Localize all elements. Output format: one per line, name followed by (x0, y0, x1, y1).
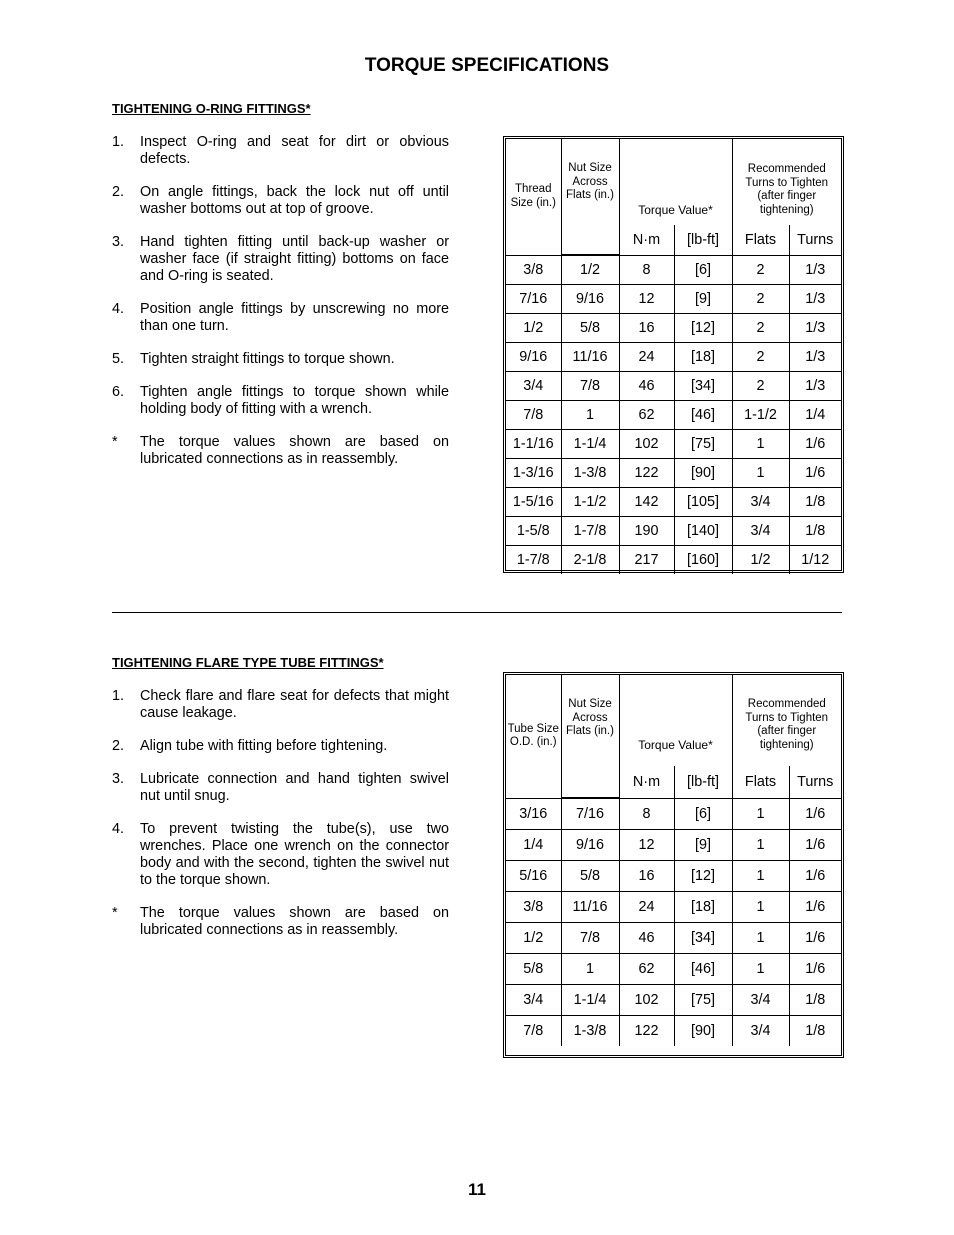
cell-size: 1/2 (506, 922, 561, 953)
cell-nm: 62 (619, 400, 674, 429)
cell-lbft: [34] (674, 922, 732, 953)
cell-turns: 1/3 (789, 284, 841, 313)
cell-lbft: [46] (674, 953, 732, 984)
cell-lbft: [6] (674, 798, 732, 829)
header-tube-size: Tube Size O.D. (in.) (506, 675, 561, 798)
table-row (506, 860, 841, 891)
cell-turns: 1/8 (789, 516, 841, 545)
cell-nm: 62 (619, 953, 674, 984)
table-row (506, 1015, 841, 1046)
table-row (506, 458, 841, 487)
cell-flats: 3/4 (732, 516, 789, 545)
cell-nm: 8 (619, 798, 674, 829)
header-recommended-turns: Recommended Turns to Tighten (after finger tightening) (732, 139, 841, 225)
flare-footnote (112, 905, 449, 939)
cell-lbft: [12] (674, 860, 732, 891)
table-row (506, 922, 841, 953)
header-flats: Flats (732, 766, 789, 798)
cell-size: 3/4 (506, 371, 561, 400)
cell-lbft: [160] (674, 545, 732, 574)
step-text: Align tube with fitting before tightening. (140, 738, 388, 754)
cell-flats: 1/2 (732, 545, 789, 574)
cell-lbft: [12] (674, 313, 732, 342)
cell-turns: 1/8 (789, 487, 841, 516)
cell-turns: 1/3 (789, 255, 841, 284)
cell-lbft: [9] (674, 284, 732, 313)
cell-turns: 1/3 (789, 313, 841, 342)
cell-nm: 12 (619, 829, 674, 860)
cell-lbft: [18] (674, 342, 732, 371)
step-text: Inspect O-ring and seat for dirt or obvious defects. (140, 134, 449, 167)
header-turns: Turns (789, 225, 841, 255)
step-number: 4. (112, 301, 125, 317)
cell-turns: 1/6 (789, 860, 841, 891)
cell-size: 3/4 (506, 984, 561, 1015)
oring-step (112, 351, 449, 368)
cell-nm: 217 (619, 545, 674, 574)
header-recommended-turns: Recommended Turns to Tighten (after finger tightening) (732, 675, 841, 766)
cell-turns: 1/3 (789, 342, 841, 371)
cell-nut-size: 2-1/8 (561, 545, 619, 574)
cell-turns: 1/6 (789, 458, 841, 487)
cell-nm: 24 (619, 342, 674, 371)
step-text: Check flare and flare seat for defects that might cause leakage. (140, 688, 449, 721)
step-text: To prevent twisting the tube(s), use two wrenches. Place one wrench on the connector body and with the second, tighten the swivel nut to the torque shown. (140, 821, 449, 888)
table-row (506, 255, 841, 284)
cell-size: 5/16 (506, 860, 561, 891)
cell-size: 3/16 (506, 798, 561, 829)
header-thread-size: Thread Size (in.) (506, 139, 561, 255)
cell-turns: 1/12 (789, 545, 841, 574)
table-row (506, 313, 841, 342)
cell-size: 5/8 (506, 953, 561, 984)
cell-nut-size: 7/16 (561, 798, 619, 829)
flare-steps (112, 688, 449, 939)
cell-size: 1-1/16 (506, 429, 561, 458)
cell-lbft: [6] (674, 255, 732, 284)
table-row (506, 371, 841, 400)
cell-nm: 102 (619, 984, 674, 1015)
cell-turns: 1/8 (789, 1015, 841, 1046)
cell-lbft: [34] (674, 371, 732, 400)
flare-torque-table (503, 672, 844, 1058)
cell-nut-size: 9/16 (561, 829, 619, 860)
cell-size: 1-5/8 (506, 516, 561, 545)
table-row (506, 829, 841, 860)
cell-flats: 2 (732, 313, 789, 342)
header-nut-size: Nut Size Across Flats (in.) (561, 139, 619, 255)
cell-nm: 12 (619, 284, 674, 313)
footnote-text: The torque values shown are based on lubricated connections as in reassembly. (140, 434, 449, 467)
table-row (506, 953, 841, 984)
cell-nut-size: 1-1/4 (561, 984, 619, 1015)
cell-nut-size: 1-3/8 (561, 458, 619, 487)
cell-nut-size: 5/8 (561, 313, 619, 342)
cell-nm: 46 (619, 371, 674, 400)
cell-turns: 1/6 (789, 798, 841, 829)
oring-step (112, 384, 449, 418)
step-text: Tighten straight fittings to torque shown. (140, 351, 395, 367)
cell-size: 3/8 (506, 891, 561, 922)
step-number: 2. (112, 738, 125, 754)
cell-flats: 1 (732, 458, 789, 487)
step-text: Position angle fittings by unscrewing no more than one turn. (140, 301, 449, 334)
oring-step (112, 301, 449, 335)
table-row (506, 798, 841, 829)
cell-lbft: [18] (674, 891, 732, 922)
cell-flats: 2 (732, 371, 789, 400)
cell-turns: 1/8 (789, 984, 841, 1015)
cell-nm: 24 (619, 891, 674, 922)
cell-size: 9/16 (506, 342, 561, 371)
cell-flats: 1-1/2 (732, 400, 789, 429)
cell-size: 3/8 (506, 255, 561, 284)
cell-size: 7/8 (506, 400, 561, 429)
cell-nut-size: 11/16 (561, 891, 619, 922)
cell-lbft: [90] (674, 458, 732, 487)
cell-size: 1-3/16 (506, 458, 561, 487)
cell-size: 7/8 (506, 1015, 561, 1046)
step-text: Tighten angle fittings to torque shown while holding body of fitting with a wrench. (140, 384, 449, 417)
cell-flats: 1 (732, 429, 789, 458)
step-number: 6. (112, 384, 125, 400)
cell-nut-size: 1 (561, 953, 619, 984)
cell-turns: 1/6 (789, 829, 841, 860)
oring-step (112, 234, 449, 285)
section-divider (112, 612, 842, 613)
table-row (506, 284, 841, 313)
header-flats: Flats (732, 225, 789, 255)
flare-step (112, 771, 449, 805)
table-row (506, 545, 841, 574)
cell-flats: 1 (732, 891, 789, 922)
step-number: 2. (112, 184, 125, 200)
table-row (506, 487, 841, 516)
cell-nm: 142 (619, 487, 674, 516)
cell-flats: 1 (732, 860, 789, 891)
cell-nut-size: 11/16 (561, 342, 619, 371)
cell-size: 1/4 (506, 829, 561, 860)
cell-lbft: [140] (674, 516, 732, 545)
cell-size: 7/16 (506, 284, 561, 313)
cell-lbft: [46] (674, 400, 732, 429)
step-number: 1. (112, 134, 125, 150)
cell-flats: 1 (732, 953, 789, 984)
cell-flats: 3/4 (732, 984, 789, 1015)
table-row (506, 429, 841, 458)
cell-size: 1-7/8 (506, 545, 561, 574)
cell-flats: 2 (732, 342, 789, 371)
table-row (506, 342, 841, 371)
step-text: On angle fittings, back the lock nut off until washer bottoms out at top of groove. (140, 184, 449, 217)
header-torque-value: Torque Value* (619, 139, 732, 225)
cell-flats: 2 (732, 255, 789, 284)
oring-torque-table (503, 136, 844, 573)
table-row (506, 984, 841, 1015)
cell-lbft: [75] (674, 429, 732, 458)
cell-nut-size: 1-7/8 (561, 516, 619, 545)
flare-heading: TIGHTENING FLARE TYPE TUBE FITTINGS* (112, 655, 384, 670)
cell-lbft: [90] (674, 1015, 732, 1046)
cell-turns: 1/6 (789, 891, 841, 922)
cell-nm: 8 (619, 255, 674, 284)
cell-size: 1-5/16 (506, 487, 561, 516)
step-text: Hand tighten fitting until back-up washer or washer face (if straight fitting) bottoms on face and O-ring is seated. (140, 234, 449, 284)
oring-steps (112, 134, 449, 468)
cell-lbft: [9] (674, 829, 732, 860)
table-row (506, 891, 841, 922)
header-lbft: [lb-ft] (674, 225, 732, 255)
page-number: 11 (468, 1180, 486, 1199)
step-number: 1. (112, 688, 125, 704)
cell-flats: 3/4 (732, 1015, 789, 1046)
footnote-mark: * (112, 434, 118, 450)
cell-lbft: [75] (674, 984, 732, 1015)
cell-lbft: [105] (674, 487, 732, 516)
header-torque-value: Torque Value* (619, 675, 732, 766)
header-nm: N·m (619, 225, 674, 255)
cell-turns: 1/6 (789, 429, 841, 458)
cell-flats: 1 (732, 922, 789, 953)
cell-turns: 1/4 (789, 400, 841, 429)
cell-nut-size: 5/8 (561, 860, 619, 891)
cell-nm: 122 (619, 458, 674, 487)
oring-step (112, 184, 449, 218)
cell-nut-size: 1-3/8 (561, 1015, 619, 1046)
page-title: TORQUE SPECIFICATIONS (364, 55, 610, 76)
cell-nm: 46 (619, 922, 674, 953)
cell-nm: 122 (619, 1015, 674, 1046)
header-lbft: [lb-ft] (674, 766, 732, 798)
cell-nut-size: 1/2 (561, 255, 619, 284)
header-nm: N·m (619, 766, 674, 798)
cell-nut-size: 1-1/4 (561, 429, 619, 458)
cell-flats: 1 (732, 829, 789, 860)
step-text: Lubricate connection and hand tighten swivel nut until snug. (140, 771, 449, 804)
cell-flats: 2 (732, 284, 789, 313)
cell-nut-size: 1-1/2 (561, 487, 619, 516)
flare-step (112, 738, 449, 755)
oring-heading: TIGHTENING O-RING FITTINGS* (112, 101, 311, 116)
table-row (506, 516, 841, 545)
step-number: 4. (112, 821, 125, 837)
cell-nut-size: 9/16 (561, 284, 619, 313)
cell-nut-size: 1 (561, 400, 619, 429)
cell-nm: 190 (619, 516, 674, 545)
oring-step (112, 134, 449, 168)
footnote-mark: * (112, 905, 118, 921)
flare-step (112, 688, 449, 722)
flare-step (112, 821, 449, 889)
step-number: 3. (112, 771, 125, 787)
cell-nm: 102 (619, 429, 674, 458)
cell-turns: 1/6 (789, 953, 841, 984)
cell-nut-size: 7/8 (561, 922, 619, 953)
header-nut-size: Nut Size Across Flats (in.) (561, 675, 619, 798)
cell-flats: 1 (732, 798, 789, 829)
step-number: 5. (112, 351, 125, 367)
cell-flats: 3/4 (732, 487, 789, 516)
oring-footnote (112, 434, 449, 468)
cell-size: 1/2 (506, 313, 561, 342)
footnote-text: The torque values shown are based on lubricated connections as in reassembly. (140, 905, 449, 938)
cell-turns: 1/6 (789, 922, 841, 953)
cell-turns: 1/3 (789, 371, 841, 400)
cell-nut-size: 7/8 (561, 371, 619, 400)
cell-nm: 16 (619, 313, 674, 342)
header-turns: Turns (789, 766, 841, 798)
cell-nm: 16 (619, 860, 674, 891)
table-row (506, 400, 841, 429)
step-number: 3. (112, 234, 125, 250)
